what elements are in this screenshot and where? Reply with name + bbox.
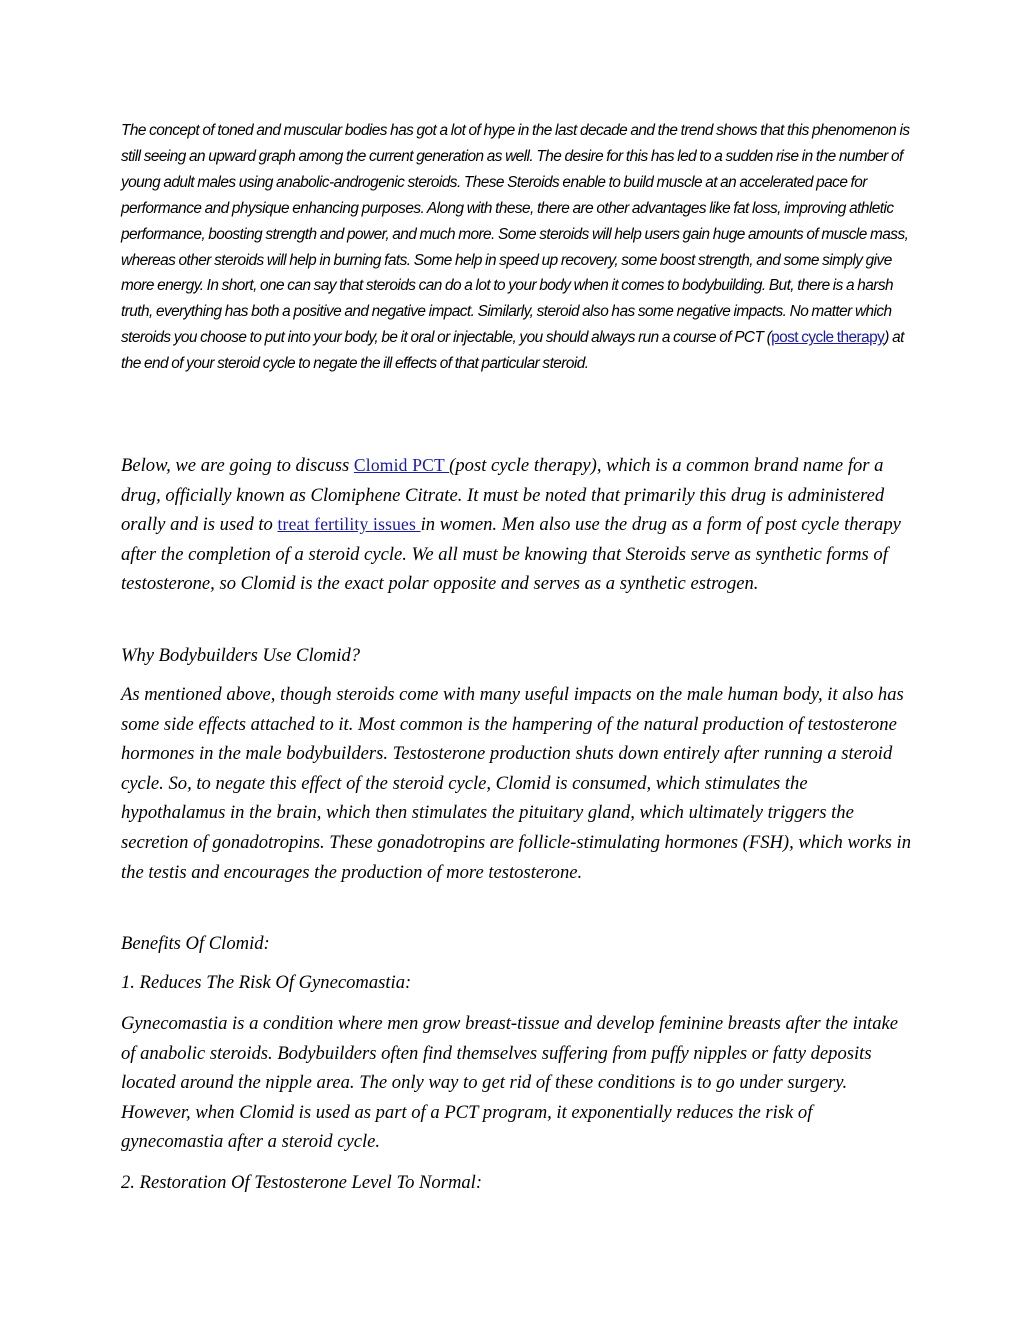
clomid-pct-link[interactable]: Clomid PCT: [353, 455, 450, 475]
clomid-text-3: in women. Men also use the drug as a form of post cycle therapy after the completion of a steroid cycle. We all must be knowing that Steroids serve as synthetic forms of testosterone, so Clomid is the exact polar opposite and serves as a synthetic estrogen.: [121, 514, 901, 595]
benefits-heading: Benefits Of Clomid:: [121, 933, 270, 954]
post-cycle-therapy-link[interactable]: post cycle therapy: [771, 329, 885, 347]
treat-fertility-issues-link[interactable]: treat fertility issues: [277, 514, 421, 535]
benefit-1-paragraph: Gynecomastia is a condition where men grow breast-tissue and develop feminine breasts after the intake of anabolic steroids. Bodybuilders often find themselves suffering from puffy nipples or fatty deposits located around the nipple area. The only way to get rid of these conditions is to go under surgery. However, when Clomid is used as part of a PCT program, it exponentially reduces the risk of gynecomastia after a steroid cycle.: [121, 1013, 899, 1153]
intro-text-end: ) at the end of your steroid cycle to negate the ill effects of that particular steroid.: [121, 329, 904, 373]
clomid-intro-paragraph: [121, 451, 911, 599]
benefit-1-heading: 1. Reduces The Risk Of Gynecomastia:: [121, 972, 412, 993]
intro-text-start: The concept of toned and muscular bodies has got a lot of hype in the last decade and the trend shows that this phenomenon is still seeing an upward graph among the current generation as well. The desire for this has led to a sudden rise in the number of young adult males using anabolic-androgenic steroids. These Steroids enable to build muscle at an accelerated pace for performance and physique enhancing purposes. Along with these, there are other advantages like fat loss, improving athletic performance, boosting strength and power, and much more. Some steroids will help users gain huge amounts of muscle mass, whereas other steroids will help in burning fats. Some help in speed up recovery, some boost strength, and some simply give more energy. In short, one can say that steroids can do a lot to your body when it comes to bodybuilding. But, there is a harsh truth, everything has both a positive and negative impact. Similarly, steroid also has some negative impacts. No matter which steroids you choose to put into your body, be it oral or injectable, you should always run a course of PCT (: [121, 122, 910, 347]
why-heading: Why Bodybuilders Use Clomid?: [121, 645, 361, 666]
clomid-text-2: (post cycle therapy), which is a common brand name for a drug, officially known as Clomiphene Citrate. It must be noted that primarily this drug is administered orally and is used to: [121, 455, 885, 536]
clomid-text-1: Below, we are going to discuss: [121, 455, 354, 476]
intro-paragraph: [121, 118, 911, 377]
benefit-2-heading: 2. Restoration Of Testosterone Level To Normal:: [121, 1172, 483, 1193]
why-paragraph: As mentioned above, though steroids come with many useful impacts on the male human body, it also has some side effects attached to it. Most common is the hampering of the natural production of testosterone hormones in the male bodybuilders. Testosterone production shuts down entirely after running a steroid cycle. So, to negate this effect of the steroid cycle, Clomid is consumed, which stimulates the hypothalamus in the brain, which then stimulates the pituitary gland, which ultimately triggers the secretion of gonadotropins. These gonadotropins are follicle-stimulating hormones (FSH), which works in the testis and encourages the production of more testosterone.: [121, 684, 912, 883]
